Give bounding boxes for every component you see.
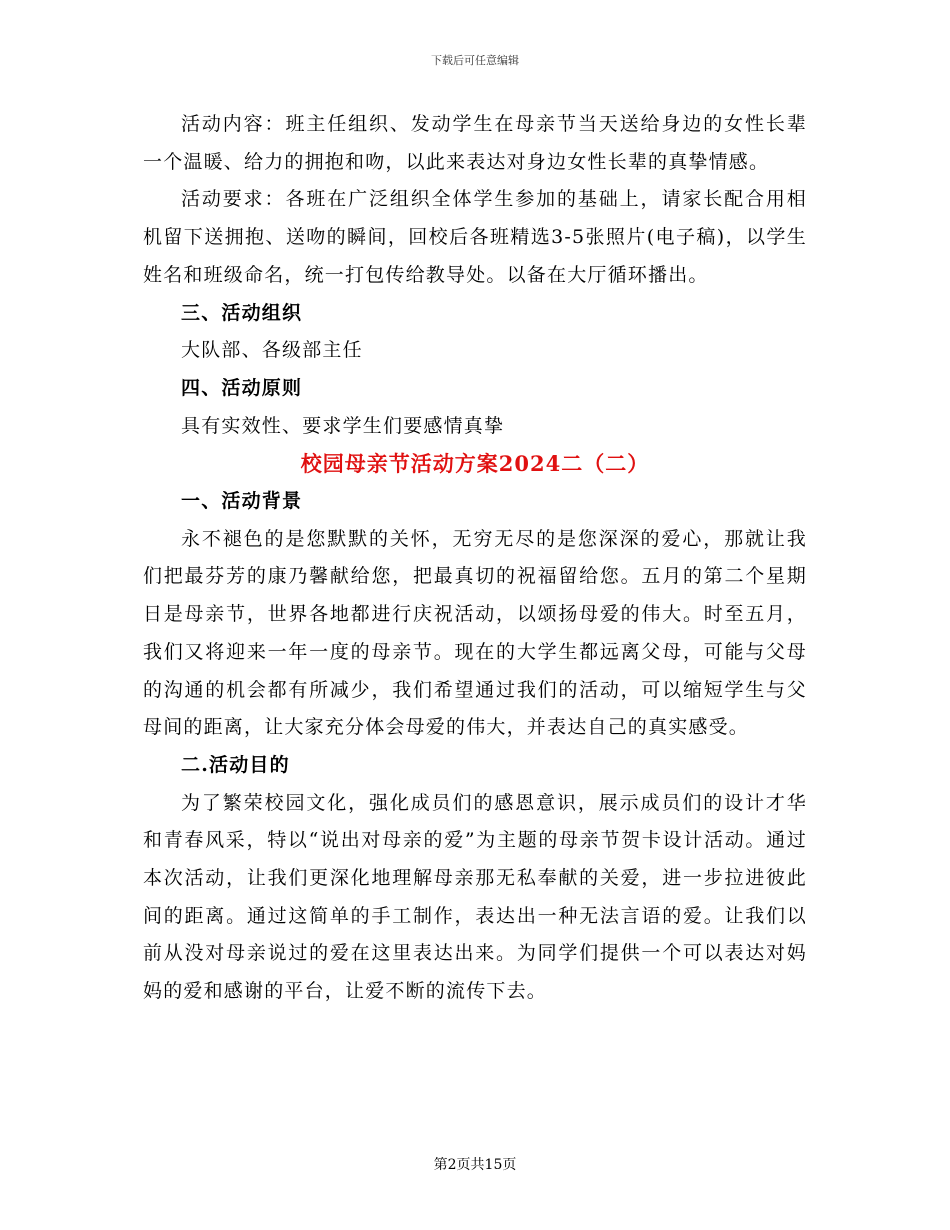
section-heading-background: 一、活动背景 (181, 490, 303, 513)
background-paragraph: 永不褪色的是您默默的关怀，无穷无尽的是您深深的爱心，那就让我们把最芬芳的康乃馨献给您，把最真切的祝福留给您。五月的第二个星期日是母亲节，世界各地都进行庆祝活动，以颂扬母爱的伟大。时至五月，我们又将迎来一年一度的母亲节。现在的大学生都远离父母，可能与父母的沟通的机会都有所减少，我们希望通过我们的活动，可以缩短学生与父母间的距离，让大家充分体会母爱的伟大，并表达自己的真实感受。 (143, 527, 807, 739)
page-footer: 第2页共15页 (433, 1157, 517, 1173)
document-body (143, 106, 807, 1011)
activity-requirements-paragraph: 活动要求：各班在广泛组织全体学生参加的基础上，请家长配合用相机留下送拥抱、送吻的瞬间，回校后各班精选3-5张照片(电子稿)，以学生姓名和班级命名，统一打包传给教导处。以备在大厅循环播出。 (143, 188, 807, 286)
organization-text: 大队部、各级部主任 (181, 339, 363, 362)
activity-content-paragraph: 活动内容：班主任组织、发动学生在母亲节当天送给身边的女性长辈一个温暖、给力的拥抱和吻，以此来表达对身边女性长辈的真挚情感。 (143, 113, 807, 173)
section-heading-purpose: 二.活动目的 (181, 753, 290, 776)
document-title: 校园母亲节活动方案2024二（二） (300, 451, 650, 477)
page-header: 下载后可任意编辑 (431, 54, 519, 67)
section-heading-principles: 四、活动原则 (181, 376, 303, 399)
section-heading-organization: 三、活动组织 (181, 301, 303, 324)
principles-text: 具有实效性、要求学生们要感情真挚 (181, 414, 505, 437)
purpose-paragraph: 为了繁荣校园文化，强化成员们的感恩意识，展示成员们的设计才华和青春风采，特以“说出对母亲的爱”为主题的母亲节贺卡设计活动。通过本次活动，让我们更深化地理解母亲那无私奉献的关爱，进一步拉进彼此间的距离。通过这简单的手工制作，表达出一种无法言语的爱。让我们以前从没对母亲说过的爱在这里表达出来。为同学们提供一个可以表达对妈妈的爱和感谢的平台，让爱不断的流传下去。 (143, 791, 807, 1003)
